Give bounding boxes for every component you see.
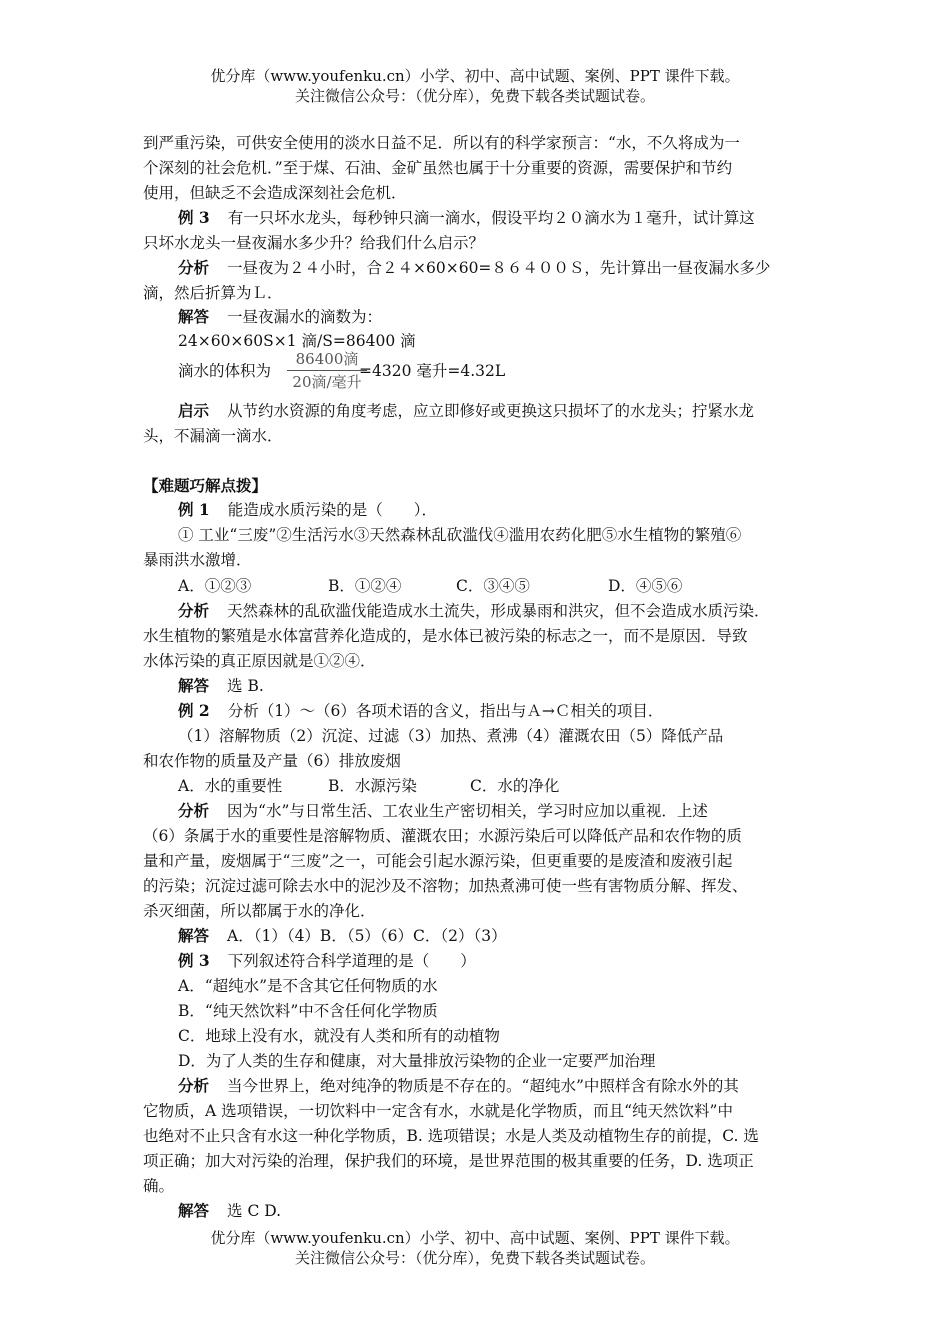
header-line-2: 关注微信公众号：（优分库），免费下载各类试题试卷。 <box>294 87 655 105</box>
ex3-question: 例 3 下列叙述符合科学道理的是（ ） <box>178 951 476 970</box>
intro-line-2: 个深刻的社会危机．”至于煤、石油、金矿虽然也属于十分重要的资源，需要保护和节约 <box>143 159 733 177</box>
ex3-option-d: D．为了人类的生存和健康，对大量排放污染物的企业一定要严加治理 <box>178 1052 656 1070</box>
ex2-answer: 解答 A．（1）（4）B．（5）（6）C．（2）（3） <box>178 926 507 945</box>
example-3a-insight: 启示 从节约水资源的角度考虑，应立即修好或更换这只损坏了的水龙头；拧紧水龙 <box>178 401 755 420</box>
example-3a-volume-line: 滴水的体积为 =4320 毫升=4.32L <box>178 362 506 380</box>
ex2-options <box>178 775 848 797</box>
answer-label: 解答 <box>178 307 210 326</box>
example-3a-question: 例 3 有一只坏水龙头，每秒钟只滴一滴水，假设平均２０滴水为１毫升，试计算这 <box>178 208 755 227</box>
footer-line-2: 关注微信公众号：（优分库），免费下载各类试题试卷。 <box>294 1249 655 1267</box>
ex1-items: ① 工业“三废”②生活污水③天然森林乱砍滥伐④滥用农药化肥⑤水生植物的繁殖⑥ <box>178 526 742 544</box>
intro-line-3: 使用，但缺乏不会造成深刻社会危机． <box>143 184 407 202</box>
option-b: B．①②④ <box>328 577 402 595</box>
ex3-analysis-5: 确。 <box>143 1177 175 1195</box>
answer-label: 解答 <box>178 1201 210 1220</box>
example-label: 例 3 <box>178 951 210 970</box>
example-3a-drops-formula: 24×60×60S×1 滴/S=86400 滴 <box>178 332 416 350</box>
example-3a-answer: 解答 一昼夜漏水的滴数为： <box>178 307 383 326</box>
footer-line-1: 优分库（www.youfenku.cn）小学、初中、高中试题、案例、PPT 课件下载。 <box>210 1229 740 1247</box>
ex3-option-c: C．地球上没有水，就没有人类和所有的动植物 <box>178 1027 500 1045</box>
fraction-numerator: 86400滴 <box>287 350 367 371</box>
ex1-question: 例 1 能造成水质污染的是（ ）． <box>178 500 437 519</box>
section-title: 【难题巧解点拨】 <box>143 476 268 495</box>
example-3a-insight-cont: 头，不漏滴一滴水． <box>143 427 283 445</box>
answer-label: 解答 <box>178 926 210 945</box>
example-3a-question-cont: 只坏水龙头一昼夜漏水多少升？给我们什么启示？ <box>143 234 485 252</box>
ex2-analysis-5: 杀灭细菌，所以都属于水的净化． <box>143 902 376 920</box>
analysis-label: 分析 <box>178 801 210 820</box>
example-label: 例 3 <box>178 208 210 227</box>
ex2-question: 例 2 分析（1）～（6）各项术语的含义，指出与Ａ→Ｃ相关的项目． <box>178 701 664 720</box>
ex3-analysis-2: 它物质，A 选项错误，一切饮料中一定含有水，水就是化学物质，而且“纯天然饮料”中 <box>143 1102 733 1120</box>
ex3-answer: 解答 选 C D. <box>178 1201 282 1220</box>
analysis-label: 分析 <box>178 1076 210 1095</box>
option-a: A．水的重要性 <box>178 777 283 795</box>
page-footer <box>0 1228 950 1268</box>
example-label: 例 1 <box>178 500 210 519</box>
ex3-analysis-3: 也绝对不止只含有水这一种化学物质，B. 选项错误；水是人类及动植物生存的前提，C. 选 <box>143 1127 759 1145</box>
page-header <box>0 66 950 106</box>
ex3-analysis-4: 项正确；加大对污染的治理，保护我们的环境，是世界范围的极其重要的任务，D. 选项正 <box>143 1152 754 1170</box>
ex1-items-cont: 暴雨洪水激增． <box>143 551 252 569</box>
option-c: C．水的净化 <box>470 777 560 795</box>
insight-label: 启示 <box>178 401 210 420</box>
ex3-option-b: B．“纯天然饮料”中不含任何化学物质 <box>178 1002 438 1020</box>
ex2-analysis-3: 量和产量，废烟属于“三废”之一，可能会引起水源污染，但更重要的是废渣和废液引起 <box>143 852 733 870</box>
analysis-label: 分析 <box>178 601 210 620</box>
ex1-options <box>178 575 848 597</box>
ex2-analysis-2: （6）条属于水的重要性是溶解物质、灌溉农田；水源污染后可以降低产品和农作物的质 <box>143 827 742 845</box>
header-line-1: 优分库（www.youfenku.cn）小学、初中、高中试题、案例、PPT 课件下载。 <box>210 67 740 85</box>
option-b: B．水源污染 <box>328 777 417 795</box>
option-a: A．①②③ <box>178 577 252 595</box>
ex2-items: （1）溶解物质（2）沉淀、过滤（3）加热、煮沸（4）灌溉农田（5）降低产品 <box>178 727 724 745</box>
volume-fraction <box>287 350 367 391</box>
ex2-analysis: 分析 因为“水”与日常生活、工农业生产密切相关，学习时应加以重视．上述 <box>178 801 708 820</box>
example-3a-analysis: 分析 一昼夜为２４小时，合２４×60×60=８６４００Ｓ，先计算出一昼夜漏水多少 <box>178 258 771 277</box>
ex3-analysis: 分析 当今世界上，绝对纯净的物质是不存在的。“超纯水”中照样含有除水外的其 <box>178 1076 739 1095</box>
example-3a-analysis-cont: 滴，然后折算为Ｌ． <box>143 284 283 302</box>
ex1-analysis: 分析 天然森林的乱砍滥伐能造成水土流失，形成暴雨和洪灾，但不会造成水质污染． <box>178 601 770 620</box>
ex1-analysis-2: 水生植物的繁殖是水体富营养化造成的，是水体已被污染的标志之一，而不是原因．导致 <box>143 627 748 645</box>
ex1-analysis-3: 水体污染的真正原因就是①②④． <box>143 652 376 670</box>
ex1-answer: 解答 选 B. <box>178 676 264 695</box>
ex2-analysis-4: 的污染；沉淀过滤可除去水中的泥沙及不溶物；加热煮沸可使一些有害物质分解、挥发、 <box>143 877 748 895</box>
option-d: D．④⑤⑥ <box>608 577 683 595</box>
intro-line-1: 到严重污染，可供安全使用的淡水日益不足．所以有的科学家预言：“水，不久将成为一 <box>143 134 740 152</box>
fraction-denominator: 20滴/毫升 <box>292 373 362 391</box>
ex2-items-cont: 和农作物的质量及产量（6）排放废烟 <box>143 752 401 770</box>
ex3-option-a: A．“超纯水”是不含其它任何物质的水 <box>178 977 438 995</box>
example-label: 例 2 <box>178 701 210 720</box>
option-c: C．③④⑤ <box>456 577 530 595</box>
answer-label: 解答 <box>178 676 210 695</box>
analysis-label: 分析 <box>178 258 210 277</box>
